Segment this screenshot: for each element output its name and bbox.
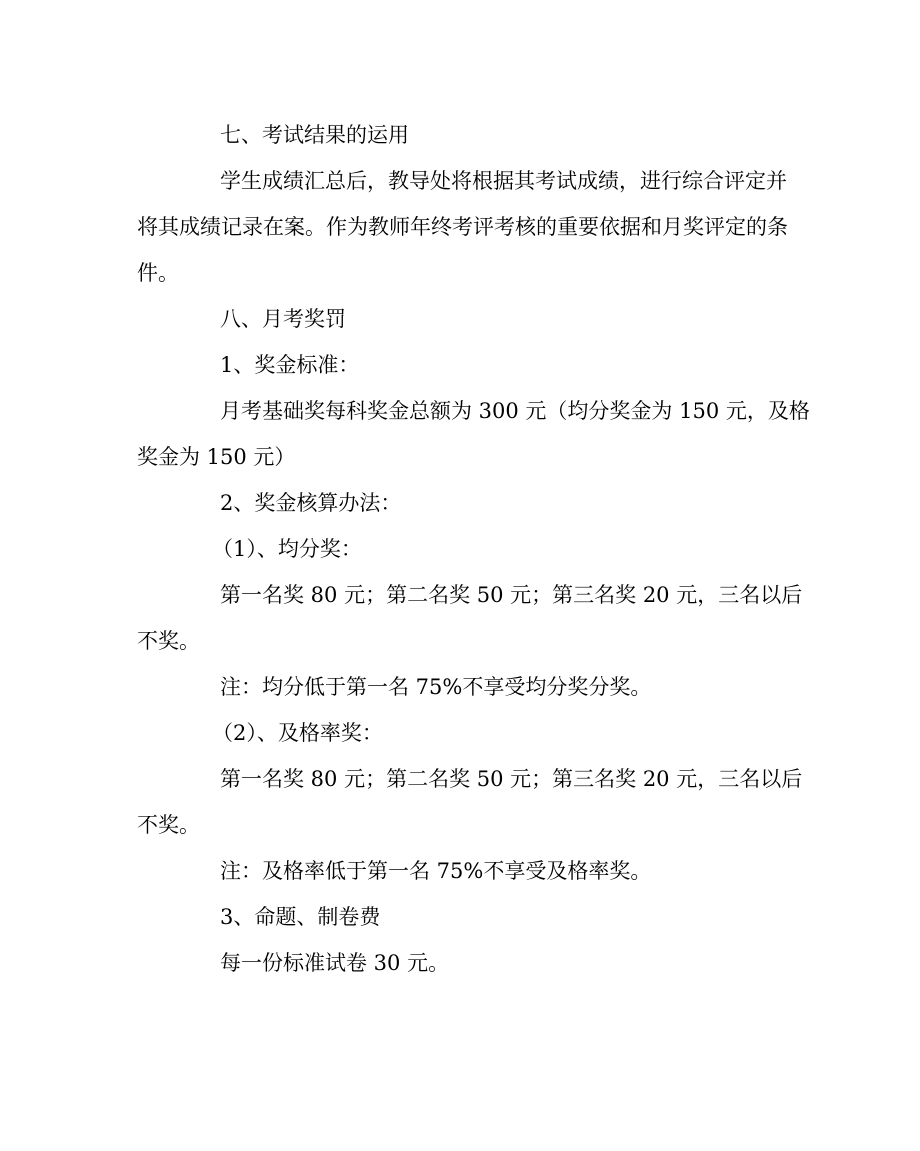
subheading-2: 2、奖金核算办法： xyxy=(220,491,402,515)
paragraph-line: 将其成绩记录在案。作为教师年终考评考核的重要依据和月奖评定的条 xyxy=(137,215,788,239)
paragraph-line: 不奖。 xyxy=(137,629,200,653)
note-line: 注：及格率低于第一名 75%不享受及格率奖。 xyxy=(220,859,652,883)
paragraph-line: 学生成绩汇总后，教导处将根据其考试成绩，进行综合评定并 xyxy=(220,169,787,193)
subitem-heading-2: （2）、及格率奖： xyxy=(212,721,383,745)
paragraph-line: 第一名奖 80 元；第二名奖 50 元；第三名奖 20 元，三名以后 xyxy=(220,583,803,607)
paragraph-line: 每一份标准试卷 30 元。 xyxy=(220,951,450,975)
subheading-1: 1、奖金标准： xyxy=(220,353,360,377)
document-body xyxy=(137,112,810,986)
section-heading-7: 七、考试结果的运用 xyxy=(220,123,409,147)
paragraph-line: 不奖。 xyxy=(137,813,200,837)
subheading-3: 3、命题、制卷费 xyxy=(220,905,381,929)
paragraph-line: 奖金为 150 元） xyxy=(137,445,296,469)
subitem-heading-1: （1）、均分奖： xyxy=(212,537,362,561)
paragraph-line: 第一名奖 80 元；第二名奖 50 元；第三名奖 20 元，三名以后 xyxy=(220,767,803,791)
section-heading-8: 八、月考奖罚 xyxy=(220,307,346,331)
paragraph-line: 件。 xyxy=(137,261,179,285)
note-line: 注：均分低于第一名 75%不享受均分奖分奖。 xyxy=(220,675,652,699)
paragraph-line: 月考基础奖每科奖金总额为 300 元（均分奖金为 150 元，及格 xyxy=(220,399,810,423)
